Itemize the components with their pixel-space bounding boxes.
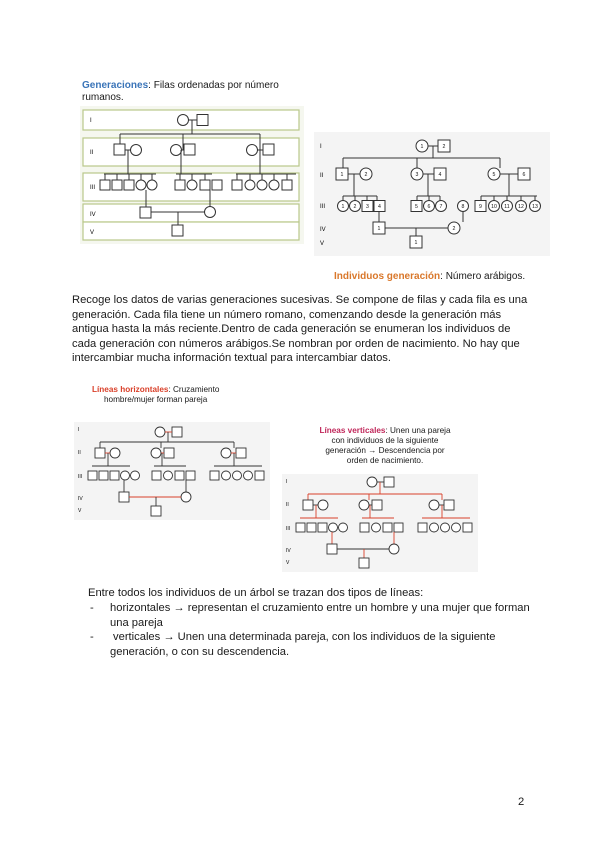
paragraph-1	[72, 293, 542, 366]
fig1-band-5	[83, 222, 299, 240]
fig2-num-g2-5: 5	[492, 172, 496, 178]
fig1-roman-5: V	[90, 230, 95, 236]
list-item-line1: horizontales → representan el cruzamiento entre un hombre y una mujer que forman	[110, 602, 530, 614]
fig1-roman-2: II	[90, 150, 94, 156]
fig2-num-g4-2: 2	[452, 226, 456, 232]
page-number: 2	[518, 796, 525, 808]
fig2-num-g1-1: 1	[420, 144, 424, 150]
fig3-roman-1: I	[78, 427, 80, 433]
fig1-female-gen1	[178, 115, 189, 126]
fig2-num-g5-1: 1	[414, 240, 418, 246]
fig3-roman-5: V	[78, 508, 82, 514]
fig2-roman-3: III	[320, 204, 326, 210]
fig2-num-g3-12: 12	[518, 204, 524, 210]
fig2-num-g3-5: 5	[415, 204, 418, 210]
fig2-num-g3-6: 6	[427, 204, 431, 210]
fig1-roman-1: I	[90, 118, 92, 124]
paragraph-1-line-2: generación. Cada fila tiene un número romano, comenzando desde la generación más	[72, 308, 502, 321]
fig4-roman-3: III	[286, 526, 291, 532]
fig2-num-g3-13: 13	[532, 204, 538, 210]
fig4-caption-line3: generación → Descendencia por	[325, 446, 445, 455]
fig1-caption-line2: rumanos.	[82, 92, 124, 103]
fig1-band-4	[83, 204, 299, 222]
fig4-caption-title: Líneas verticales	[319, 426, 386, 435]
fig2-num-g3-2: 2	[353, 204, 357, 210]
fig2-caption-text: : Número arábigos.	[440, 271, 526, 282]
fig2-num-g2-6: 6	[522, 172, 526, 178]
fig3-caption-text: : Cruzamiento	[168, 385, 220, 394]
fig1-roman-3: III	[90, 185, 96, 191]
fig4-roman-4: IV	[286, 548, 291, 554]
fig4-roman-2: II	[286, 502, 289, 508]
fig4-roman-1: I	[286, 479, 288, 485]
fig2-num-g3-11: 11	[504, 204, 510, 210]
fig2-roman-2: II	[320, 173, 324, 179]
fig2-num-g2-1: 1	[340, 172, 344, 178]
list-item-line1: verticales → Unen una determinada pareja, con los individuos de la siguiente	[113, 631, 496, 644]
fig3-roman-2: II	[78, 450, 81, 456]
fig4-caption-line4: orden de nacimiento.	[346, 456, 424, 465]
list-dash: -	[90, 631, 94, 644]
fig4-roman-5: V	[286, 560, 290, 566]
fig2-num-g3-10: 10	[491, 204, 497, 210]
paragraph-1-line-1: Recoge los datos de varias generaciones sucesivas. Se compone de filas y cada fila es una	[72, 294, 528, 306]
fig1-caption-title: Generaciones	[82, 80, 149, 91]
fig4-caption-text: : Unen una pareja	[385, 426, 451, 435]
fig1-male-gen1	[197, 115, 208, 126]
fig3-roman-4: IV	[78, 496, 83, 502]
list-item	[72, 601, 542, 630]
fig1-gen5-male	[172, 225, 183, 236]
fig2-caption-title: Individuos generación	[334, 271, 441, 282]
fig4-caption-line2: con individuos de la siguiente	[331, 436, 439, 445]
line-types-list	[72, 601, 542, 659]
fig2-num-g2-2: 2	[364, 172, 368, 178]
fig2-num-g3-1: 1	[341, 204, 345, 210]
fig2-num-g3-8: 8	[461, 204, 465, 210]
fig2-roman-1: I	[320, 144, 322, 150]
fig1-caption	[82, 80, 312, 104]
fig2-num-g2-3: 3	[415, 172, 419, 178]
fig2-pedigree	[314, 132, 550, 256]
fig2-num-g3-7: 7	[439, 204, 443, 210]
paragraph-1-line-4: cada generación con números arábigos.Se nombran por orden de nacimiento. No hay que	[72, 337, 520, 350]
list-item	[72, 630, 542, 659]
fig2-num-g3-4: 4	[378, 204, 381, 210]
fig2-caption	[334, 271, 564, 283]
fig1-pedigree	[80, 106, 304, 244]
fig3-caption	[92, 385, 282, 405]
fig2-num-g1-2: 2	[442, 144, 446, 150]
fig2-num-g2-4: 4	[438, 172, 442, 178]
fig3-pedigree	[74, 422, 270, 520]
list-dash: -	[90, 602, 94, 614]
fig2-roman-4: IV	[320, 227, 326, 233]
fig3-caption-line2: hombre/mujer forman pareja	[104, 395, 208, 404]
fig3-caption-title: Líneas horizontales	[92, 385, 169, 394]
fig2-roman-5: V	[320, 241, 325, 247]
fig3-roman-3: III	[78, 474, 83, 480]
fig4-pedigree	[282, 474, 478, 572]
list-item-line2: generación, o con su descendencia.	[110, 645, 290, 658]
fig2-num-g3-9: 9	[479, 204, 482, 210]
fig1-roman-4: IV	[90, 212, 96, 218]
paragraph-2: Entre todos los individuos de un árbol se trazan dos tipos de líneas:	[88, 587, 424, 599]
list-item-line2: una pareja	[110, 616, 163, 629]
fig4-caption	[300, 426, 470, 466]
paragraph-1-line-3: antigua hasta la más reciente.Dentro de cada generación se enumeran los individuos de	[72, 323, 511, 336]
fig2-num-g3-3: 3	[366, 204, 369, 210]
fig2-num-g4-1: 1	[377, 226, 381, 232]
paragraph-1-line-5: intercambiar mucha información textual para intercambiar datos.	[72, 352, 391, 365]
fig1-caption-text: : Filas ordenadas por número	[148, 80, 279, 91]
